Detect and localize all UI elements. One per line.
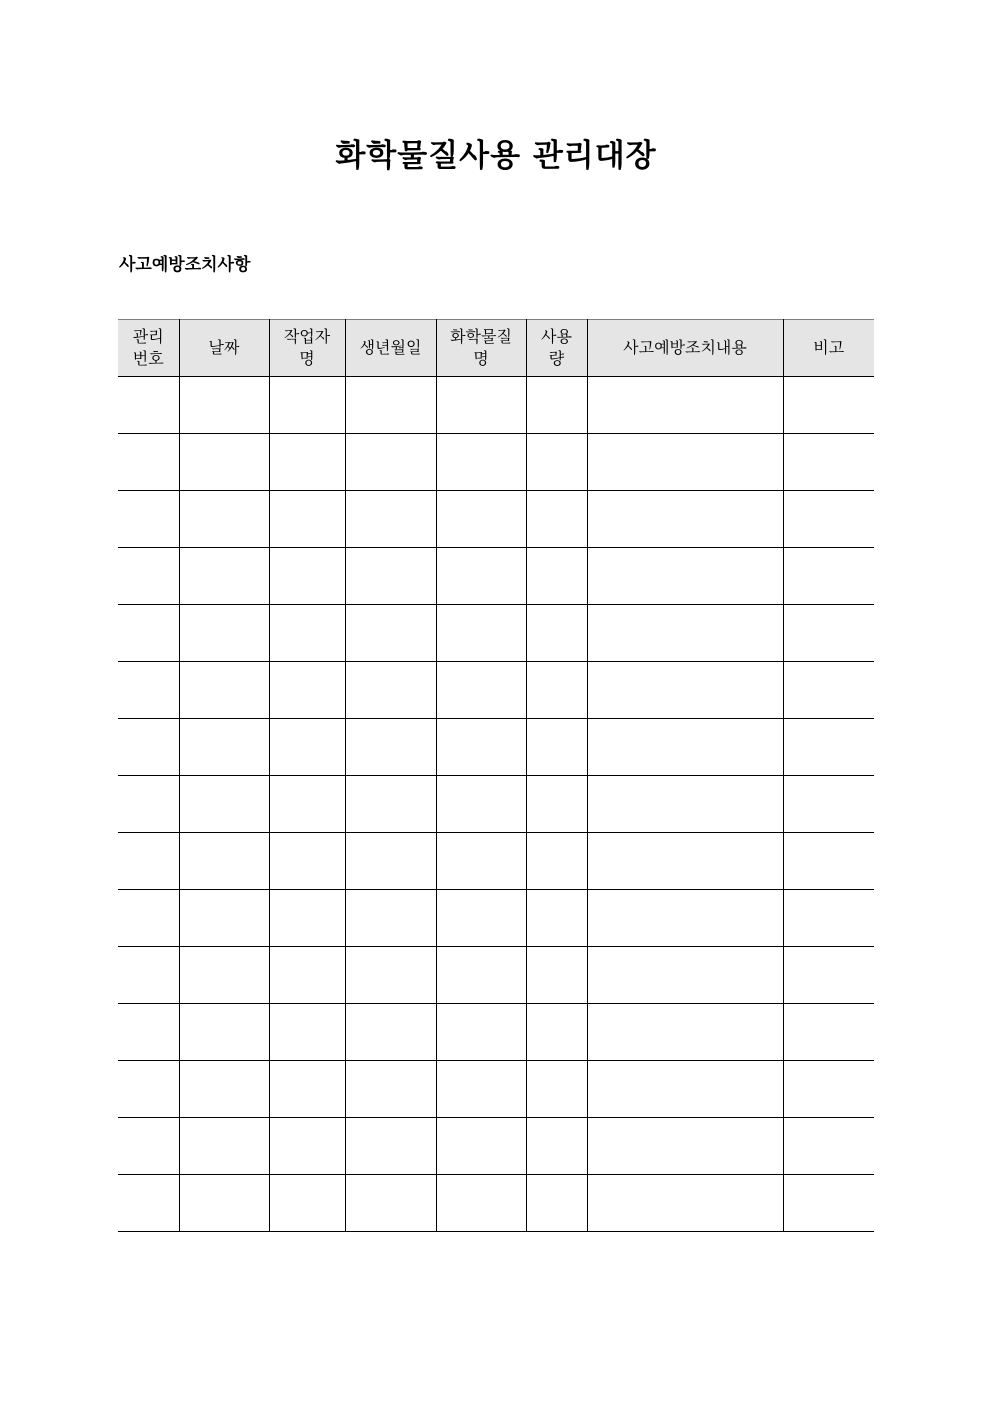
table-row — [118, 833, 874, 890]
cell-prevention-measures[interactable] — [587, 776, 783, 833]
cell-management-number[interactable] — [118, 377, 179, 434]
cell-worker-name[interactable] — [269, 434, 345, 491]
cell-prevention-measures[interactable] — [587, 890, 783, 947]
cell-usage-amount[interactable] — [526, 1175, 587, 1232]
cell-remarks[interactable] — [783, 377, 874, 434]
cell-date[interactable] — [179, 833, 269, 890]
cell-management-number[interactable] — [118, 890, 179, 947]
cell-usage-amount[interactable] — [526, 434, 587, 491]
cell-prevention-measures[interactable] — [587, 1175, 783, 1232]
cell-date[interactable] — [179, 605, 269, 662]
cell-remarks[interactable] — [783, 1175, 874, 1232]
table-row — [118, 1175, 874, 1232]
cell-chemical-name[interactable] — [436, 833, 526, 890]
cell-birth-date[interactable] — [345, 662, 436, 719]
table-row — [118, 1061, 874, 1118]
cell-usage-amount[interactable] — [526, 662, 587, 719]
section-title: 사고예방조치사항 — [119, 255, 251, 275]
cell-prevention-measures[interactable] — [587, 947, 783, 1004]
cell-chemical-name[interactable] — [436, 605, 526, 662]
cell-birth-date[interactable] — [345, 491, 436, 548]
cell-prevention-measures[interactable] — [587, 1061, 783, 1118]
cell-date[interactable] — [179, 1061, 269, 1118]
cell-worker-name[interactable] — [269, 947, 345, 1004]
cell-birth-date[interactable] — [345, 548, 436, 605]
cell-usage-amount[interactable] — [526, 548, 587, 605]
cell-chemical-name[interactable] — [436, 1118, 526, 1175]
table-row — [118, 605, 874, 662]
cell-management-number[interactable] — [118, 605, 179, 662]
cell-chemical-name[interactable] — [436, 1061, 526, 1118]
cell-chemical-name[interactable] — [436, 434, 526, 491]
cell-usage-amount[interactable] — [526, 890, 587, 947]
header-usage-amount: 사용 량 — [526, 320, 587, 377]
cell-date[interactable] — [179, 377, 269, 434]
cell-worker-name[interactable] — [269, 719, 345, 776]
cell-usage-amount[interactable] — [526, 1004, 587, 1061]
cell-management-number[interactable] — [118, 947, 179, 1004]
cell-birth-date[interactable] — [345, 719, 436, 776]
cell-prevention-measures[interactable] — [587, 377, 783, 434]
cell-usage-amount[interactable] — [526, 605, 587, 662]
cell-birth-date[interactable] — [345, 1061, 436, 1118]
table-row — [118, 491, 874, 548]
header-birth-date: 생년월일 — [345, 320, 436, 377]
cell-management-number[interactable] — [118, 1175, 179, 1232]
cell-birth-date[interactable] — [345, 377, 436, 434]
cell-remarks[interactable] — [783, 662, 874, 719]
cell-worker-name[interactable] — [269, 776, 345, 833]
cell-management-number[interactable] — [118, 1118, 179, 1175]
header-management-number: 관리 번호 — [118, 320, 179, 377]
cell-chemical-name[interactable] — [436, 719, 526, 776]
cell-date[interactable] — [179, 434, 269, 491]
cell-prevention-measures[interactable] — [587, 719, 783, 776]
cell-remarks[interactable] — [783, 1004, 874, 1061]
cell-remarks[interactable] — [783, 605, 874, 662]
cell-date[interactable] — [179, 890, 269, 947]
cell-birth-date[interactable] — [345, 776, 436, 833]
cell-management-number[interactable] — [118, 719, 179, 776]
cell-management-number[interactable] — [118, 833, 179, 890]
cell-management-number[interactable] — [118, 491, 179, 548]
table-row — [118, 662, 874, 719]
cell-worker-name[interactable] — [269, 548, 345, 605]
cell-chemical-name[interactable] — [436, 491, 526, 548]
cell-management-number[interactable] — [118, 434, 179, 491]
cell-chemical-name[interactable] — [436, 1175, 526, 1232]
cell-birth-date[interactable] — [345, 1175, 436, 1232]
cell-chemical-name[interactable] — [436, 890, 526, 947]
cell-usage-amount[interactable] — [526, 833, 587, 890]
cell-date[interactable] — [179, 1004, 269, 1061]
cell-date[interactable] — [179, 491, 269, 548]
cell-remarks[interactable] — [783, 1118, 874, 1175]
cell-remarks[interactable] — [783, 719, 874, 776]
cell-management-number[interactable] — [118, 1004, 179, 1061]
cell-chemical-name[interactable] — [436, 947, 526, 1004]
page-title: 화학물질사용 관리대장 — [335, 138, 657, 174]
table-row — [118, 377, 874, 434]
cell-birth-date[interactable] — [345, 1004, 436, 1061]
cell-prevention-measures[interactable] — [587, 662, 783, 719]
cell-prevention-measures[interactable] — [587, 491, 783, 548]
cell-worker-name[interactable] — [269, 491, 345, 548]
cell-date[interactable] — [179, 776, 269, 833]
header-prevention-measures: 사고예방조치내용 — [587, 320, 783, 377]
cell-chemical-name[interactable] — [436, 548, 526, 605]
cell-birth-date[interactable] — [345, 890, 436, 947]
cell-chemical-name[interactable] — [436, 662, 526, 719]
cell-remarks[interactable] — [783, 434, 874, 491]
cell-management-number[interactable] — [118, 662, 179, 719]
cell-usage-amount[interactable] — [526, 1118, 587, 1175]
cell-worker-name[interactable] — [269, 662, 345, 719]
cell-remarks[interactable] — [783, 776, 874, 833]
cell-management-number[interactable] — [118, 1061, 179, 1118]
cell-date[interactable] — [179, 719, 269, 776]
table-body — [118, 377, 874, 1232]
cell-usage-amount[interactable] — [526, 377, 587, 434]
table-header-row — [118, 320, 874, 377]
cell-worker-name[interactable] — [269, 833, 345, 890]
cell-remarks[interactable] — [783, 833, 874, 890]
cell-date[interactable] — [179, 1175, 269, 1232]
header-chemical-name: 화학물질 명 — [436, 320, 526, 377]
cell-worker-name[interactable] — [269, 1061, 345, 1118]
table-row — [118, 1118, 874, 1175]
cell-remarks[interactable] — [783, 947, 874, 1004]
cell-worker-name[interactable] — [269, 1004, 345, 1061]
header-remarks: 비고 — [783, 320, 874, 377]
cell-birth-date[interactable] — [345, 947, 436, 1004]
cell-worker-name[interactable] — [269, 890, 345, 947]
cell-birth-date[interactable] — [345, 1118, 436, 1175]
cell-birth-date[interactable] — [345, 605, 436, 662]
table-row — [118, 890, 874, 947]
cell-usage-amount[interactable] — [526, 776, 587, 833]
cell-chemical-name[interactable] — [436, 377, 526, 434]
cell-usage-amount[interactable] — [526, 719, 587, 776]
cell-worker-name[interactable] — [269, 1175, 345, 1232]
cell-prevention-measures[interactable] — [587, 605, 783, 662]
cell-prevention-measures[interactable] — [587, 434, 783, 491]
table-row — [118, 1004, 874, 1061]
cell-date[interactable] — [179, 947, 269, 1004]
cell-date[interactable] — [179, 548, 269, 605]
cell-prevention-measures[interactable] — [587, 1004, 783, 1061]
ledger-table — [118, 319, 874, 1232]
table-row — [118, 548, 874, 605]
table-row — [118, 434, 874, 491]
cell-prevention-measures[interactable] — [587, 1118, 783, 1175]
cell-remarks[interactable] — [783, 548, 874, 605]
cell-remarks[interactable] — [783, 1061, 874, 1118]
cell-date[interactable] — [179, 662, 269, 719]
table-row — [118, 776, 874, 833]
cell-usage-amount[interactable] — [526, 1061, 587, 1118]
cell-remarks[interactable] — [783, 890, 874, 947]
cell-birth-date[interactable] — [345, 434, 436, 491]
cell-usage-amount[interactable] — [526, 491, 587, 548]
cell-remarks[interactable] — [783, 491, 874, 548]
cell-chemical-name[interactable] — [436, 1004, 526, 1061]
cell-worker-name[interactable] — [269, 1118, 345, 1175]
header-worker-name: 작업자 명 — [269, 320, 345, 377]
table-row — [118, 719, 874, 776]
cell-chemical-name[interactable] — [436, 776, 526, 833]
table-row — [118, 947, 874, 1004]
cell-management-number[interactable] — [118, 548, 179, 605]
cell-worker-name[interactable] — [269, 377, 345, 434]
cell-prevention-measures[interactable] — [587, 833, 783, 890]
cell-birth-date[interactable] — [345, 833, 436, 890]
cell-prevention-measures[interactable] — [587, 548, 783, 605]
cell-date[interactable] — [179, 1118, 269, 1175]
header-date: 날짜 — [179, 320, 269, 377]
cell-management-number[interactable] — [118, 776, 179, 833]
cell-worker-name[interactable] — [269, 605, 345, 662]
cell-usage-amount[interactable] — [526, 947, 587, 1004]
